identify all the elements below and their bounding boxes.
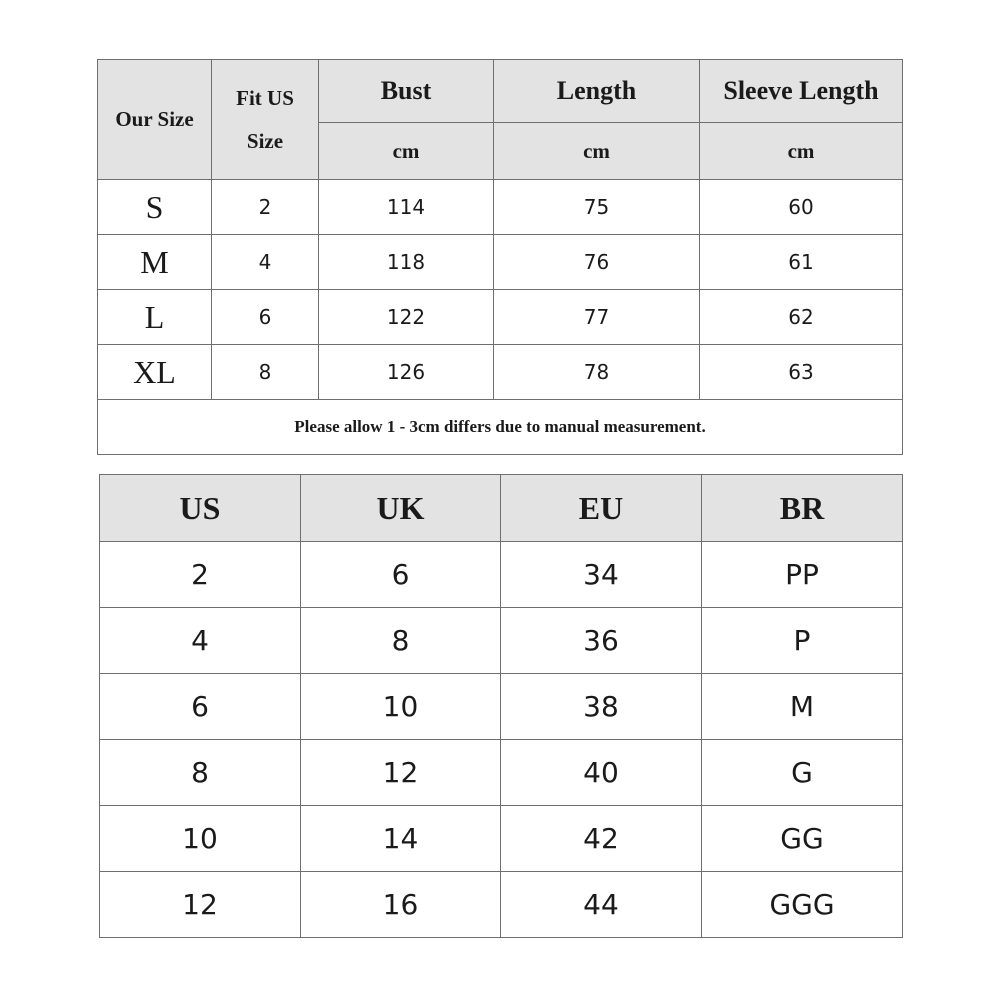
bust-value: 114 (319, 180, 494, 235)
bust-unit: cm (319, 123, 494, 180)
eu-value: 36 (501, 608, 702, 674)
br-value: P (702, 608, 903, 674)
uk-value: 12 (301, 740, 501, 806)
table-row (98, 235, 903, 290)
table-row (100, 542, 903, 608)
table-row (98, 290, 903, 345)
eu-value: 40 (501, 740, 702, 806)
header-length: Length (494, 60, 700, 123)
table-row (100, 674, 903, 740)
us-value: 4 (100, 608, 301, 674)
header-us: US (100, 475, 301, 542)
bust-value: 118 (319, 235, 494, 290)
br-value: PP (702, 542, 903, 608)
length-unit: cm (494, 123, 700, 180)
size-conversion-table (99, 474, 903, 938)
size-label: S (98, 180, 212, 235)
table-row (98, 345, 903, 400)
table-row (98, 180, 903, 235)
sleeve-value: 60 (700, 180, 903, 235)
br-value: GGG (702, 872, 903, 938)
header-sleeve-length: Sleeve Length (700, 60, 903, 123)
us-value: 10 (100, 806, 301, 872)
size-measurement-table (97, 59, 903, 455)
fit-us-value: 6 (212, 290, 319, 345)
sleeve-value: 63 (700, 345, 903, 400)
eu-value: 44 (501, 872, 702, 938)
bust-value: 126 (319, 345, 494, 400)
us-value: 8 (100, 740, 301, 806)
uk-value: 16 (301, 872, 501, 938)
sleeve-unit: cm (700, 123, 903, 180)
fit-us-value: 4 (212, 235, 319, 290)
size-label: XL (98, 345, 212, 400)
br-value: GG (702, 806, 903, 872)
table-row (100, 806, 903, 872)
sleeve-value: 61 (700, 235, 903, 290)
size-label: L (98, 290, 212, 345)
length-value: 77 (494, 290, 700, 345)
header-uk: UK (301, 475, 501, 542)
measurement-note: Please allow 1 - 3cm differs due to manual measurement. (98, 400, 903, 455)
table-row (100, 740, 903, 806)
length-value: 75 (494, 180, 700, 235)
header-bust: Bust (319, 60, 494, 123)
sleeve-value: 62 (700, 290, 903, 345)
header-our-size: Our Size (98, 60, 212, 180)
br-value: G (702, 740, 903, 806)
header-br: BR (702, 475, 903, 542)
uk-value: 6 (301, 542, 501, 608)
us-value: 12 (100, 872, 301, 938)
length-value: 78 (494, 345, 700, 400)
eu-value: 34 (501, 542, 702, 608)
eu-value: 38 (501, 674, 702, 740)
uk-value: 8 (301, 608, 501, 674)
us-value: 6 (100, 674, 301, 740)
us-value: 2 (100, 542, 301, 608)
table-row (100, 872, 903, 938)
table-row (100, 608, 903, 674)
fit-us-value: 2 (212, 180, 319, 235)
bust-value: 122 (319, 290, 494, 345)
header-fit-us-size: Fit US Size (212, 60, 319, 180)
eu-value: 42 (501, 806, 702, 872)
br-value: M (702, 674, 903, 740)
header-eu: EU (501, 475, 702, 542)
fit-us-value: 8 (212, 345, 319, 400)
length-value: 76 (494, 235, 700, 290)
uk-value: 14 (301, 806, 501, 872)
size-label: M (98, 235, 212, 290)
uk-value: 10 (301, 674, 501, 740)
